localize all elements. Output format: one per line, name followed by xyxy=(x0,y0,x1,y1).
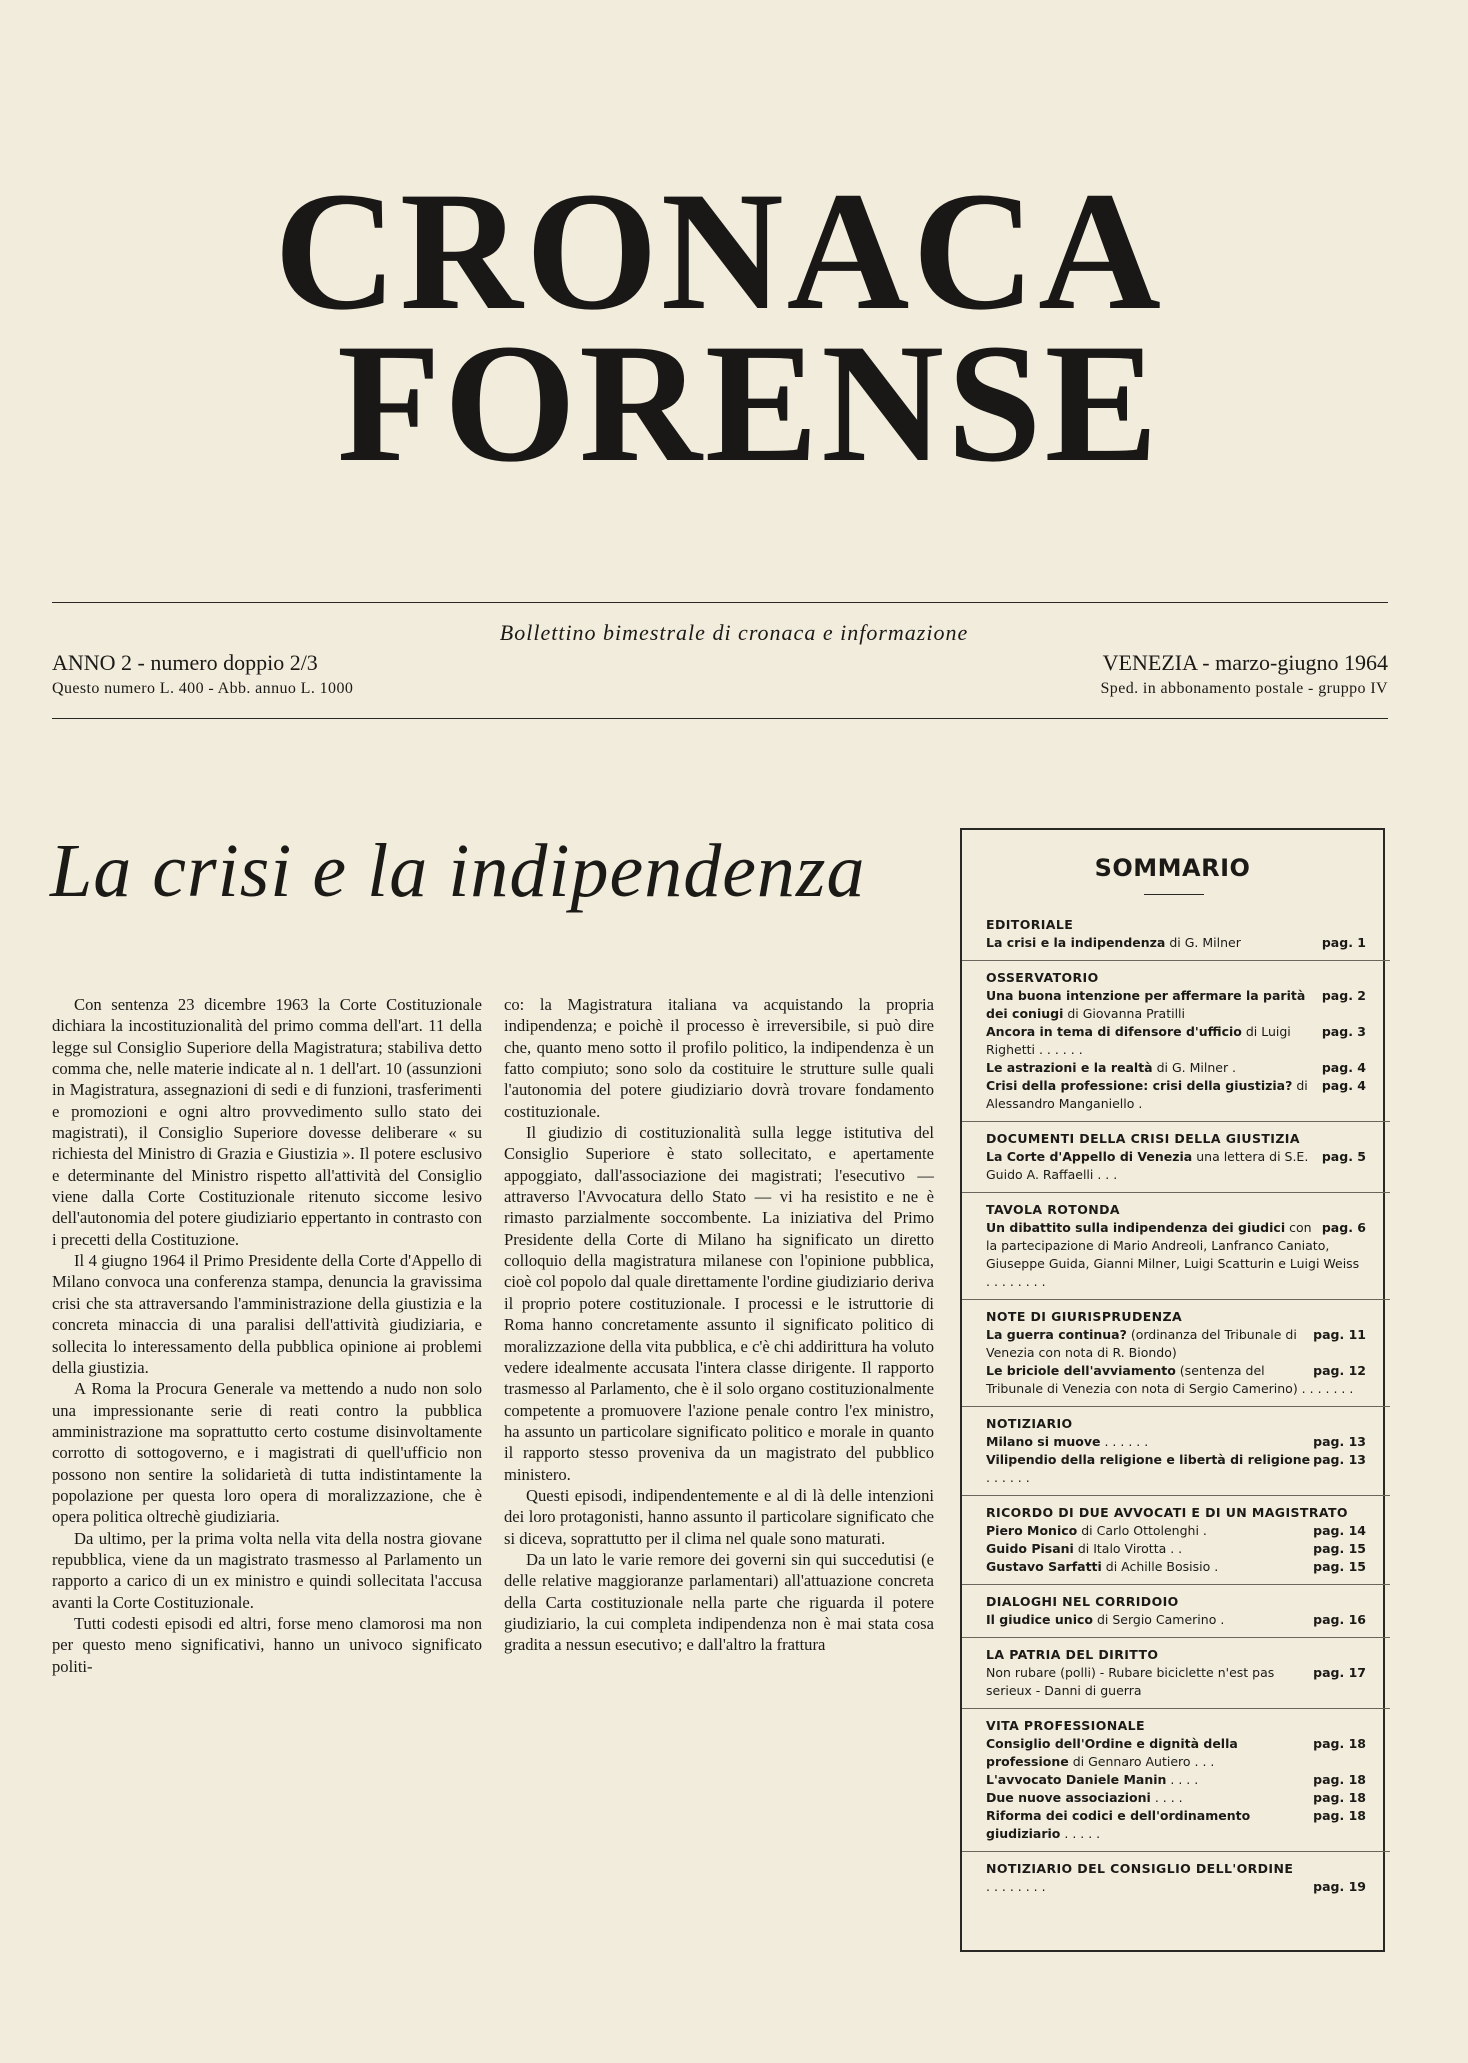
sommario-entry xyxy=(986,1433,1366,1451)
sommario-entry-page: pag. 13 xyxy=(1313,1452,1366,1467)
sommario-entry-page: pag. 2 xyxy=(1321,988,1366,1003)
sommario-entry-title: Consiglio dell'Ordine e dignità della professione xyxy=(986,1736,1238,1769)
sommario-entry-title: La Corte d'Appello di Venezia xyxy=(986,1149,1193,1164)
sommario-entry-page: pag. 19 xyxy=(1313,1879,1366,1894)
sommario-entry xyxy=(986,987,1366,1023)
paragraph: Questi episodi, indipendentemente e al di là delle intenzioni dei loro protagonisti, hanno assunto il particolare significato che si diceva, soprattutto per il clima nel quale sono maturati. xyxy=(504,1485,934,1548)
sommario-entry-author: di Sergio Camerino . xyxy=(1092,1612,1225,1627)
sommario-entry-page: pag. 13 xyxy=(1313,1434,1366,1449)
sommario-entry xyxy=(986,1077,1366,1113)
sommario-entry-title: Le astrazioni e la realtà xyxy=(986,1060,1153,1075)
sommario-entry-page: pag. 3 xyxy=(1321,1024,1366,1039)
sommario-entry-page: pag. 4 xyxy=(1321,1060,1366,1075)
sommario-entry xyxy=(986,1558,1366,1576)
sommario-entry-page: pag. 15 xyxy=(1313,1541,1366,1556)
sommario-entry-author: di Alessandro Manganiello . xyxy=(986,1078,1308,1111)
section-divider xyxy=(962,1495,1390,1496)
sommario-entry-title: Riforma dei codici e dell'ordinamento giudiziario xyxy=(986,1808,1251,1841)
sommario-entry-page: pag. 12 xyxy=(1313,1363,1366,1378)
sommario-entry-page: pag. 15 xyxy=(1313,1559,1366,1574)
sommario-section-head: TAVOLA ROTONDA xyxy=(986,1202,1120,1217)
sommario-entry-page: pag. 5 xyxy=(1321,1149,1366,1164)
paragraph: co: la Magistratura italiana va acquistando la propria indipendenza; e poichè il processo è irreversibile, si può dire che, quanto meno sotto il profilo politico, la indipendenza è un fatto compiuto; sono solo da costituire le strutture sulle quali l'autonomia del potere giudiziario dovrà trovare fondamento costituzionale. xyxy=(504,995,934,1121)
sommario-section-head: RICORDO DI DUE AVVOCATI E DI UN MAGISTRATO xyxy=(986,1505,1348,1520)
sommario-section-head: DIALOGHI NEL CORRIDOIO xyxy=(986,1594,1179,1609)
sommario-entry-title: Le briciole dell'avviamento xyxy=(986,1363,1176,1378)
sommario-entry-title: Piero Monico xyxy=(986,1523,1078,1538)
sommario-section-head: DOCUMENTI DELLA CRISI DELLA GIUSTIZIA xyxy=(986,1131,1300,1146)
sommario-entry xyxy=(986,1362,1366,1398)
sommario-entry-title: Una buona intenzione per affermare la parità dei coniugi xyxy=(986,988,1306,1021)
article-column-2 xyxy=(504,994,934,1656)
paragraph: Da un lato le varie remore dei governi sin qui succedutisi (e delle relative maggioranze parlamentari) all'attuazione concreta della Carta costituzionale nella parte che riguarda il potere giudiziario, la cui completa indipendenza non è mai stata cosa gradita a nessun esecutivo; e dall'altro la frattura xyxy=(504,1549,934,1655)
article-column-1 xyxy=(52,994,482,1677)
sommario-entry xyxy=(986,1664,1366,1700)
subtitle: Bollettino bimestrale di cronaca e informazione xyxy=(499,620,969,645)
sommario-entry xyxy=(986,1023,1366,1059)
masthead-line-1: CRONACA xyxy=(274,157,1164,345)
sommario-title: SOMMARIO xyxy=(1094,854,1251,882)
section-divider xyxy=(962,1406,1390,1407)
sommario-entry-title: La crisi e la indipendenza xyxy=(986,935,1166,950)
sommario-entry-author: . . . . . . xyxy=(1100,1434,1149,1449)
sommario-list xyxy=(986,908,1366,1896)
sommario-entry xyxy=(986,1522,1366,1540)
sommario-entry-title: Due nuove associazioni xyxy=(986,1790,1151,1805)
sommario-entry-author: Non rubare (polli) - Rubare biciclette n'est pas serieux - Danni di guerra xyxy=(986,1665,1275,1698)
sommario-entry-page: pag. 18 xyxy=(1313,1736,1366,1751)
sommario-entry-author: (ordinanza del Tribunale di Venezia con nota di R. Biondo) xyxy=(986,1327,1297,1360)
sommario-entry xyxy=(986,1807,1366,1843)
sommario-section-head: EDITORIALE xyxy=(986,917,1074,932)
section-divider xyxy=(962,1299,1390,1300)
sommario-entry-title: Vilipendio della religione e libertà di religione xyxy=(986,1452,1311,1467)
section-divider xyxy=(962,1584,1390,1585)
sommario-entry-author: di Luigi Righetti . . . . . . xyxy=(986,1024,1291,1057)
sommario-entry-author: . . . . . . . . xyxy=(986,1879,1046,1894)
header-rule-bottom xyxy=(52,718,1388,719)
sommario-entry-author: (sentenza del Tribunale di Venezia con nota di Sergio Camerino) . . . . . . . xyxy=(986,1363,1354,1396)
sommario-entry-page: pag. 4 xyxy=(1321,1078,1366,1093)
sommario-entry-author: di Italo Virotta . . xyxy=(1073,1541,1183,1556)
sommario-section-head: OSSERVATORIO xyxy=(986,970,1099,985)
paragraph: A Roma la Procura Generale va mettendo a nudo non solo una impressionante serie di reati contro la pubblica amministrazione ma soprattutto certo costume disinvoltamente corrotto di sottogoverno, e i magistrati di quell'ufficio non possono non sentire la solidarietà di tutta indistintamente la popolazione per questa loro opera di moralizzazione, che è opera politica oltrechè giudiziaria. xyxy=(52,1379,482,1527)
sommario-entry xyxy=(986,934,1366,952)
sommario-entry-page: pag. 18 xyxy=(1313,1808,1366,1823)
sommario-entry xyxy=(986,1771,1366,1789)
sommario-box xyxy=(960,828,1385,1952)
sommario-entry xyxy=(986,1540,1366,1558)
sommario-entry-title: Il giudice unico xyxy=(986,1612,1093,1627)
sommario-entry-title: Un dibattito sulla indipendenza dei giudici xyxy=(986,1220,1286,1235)
sommario-entry-author: . . . . . xyxy=(1060,1826,1101,1841)
sommario-entry xyxy=(986,1735,1366,1771)
sommario-entry-page: pag. 6 xyxy=(1321,1220,1366,1235)
sommario-entry-author: una lettera di S.E. Guido A. Raffaelli . . . xyxy=(986,1149,1309,1182)
sommario-entry-page: pag. 18 xyxy=(1313,1790,1366,1805)
sommario-section-head: NOTIZIARIO xyxy=(986,1416,1073,1431)
sommario-entry xyxy=(986,1326,1366,1362)
sommario-entry-page: pag. 11 xyxy=(1313,1327,1366,1342)
sommario-section-head: NOTE DI GIURISPRUDENZA xyxy=(986,1309,1183,1324)
sommario-entry-title: Guido Pisani xyxy=(986,1541,1074,1556)
sommario-entry-title: L'avvocato Daniele Manin xyxy=(986,1772,1167,1787)
sommario-section-head: NOTIZIARIO DEL CONSIGLIO DELL'ORDINE xyxy=(986,1861,1294,1876)
sommario-entry xyxy=(986,1059,1366,1077)
paragraph: Tutti codesti episodi ed altri, forse meno clamorosi ma non per questo meno significativi, hanno un univoco significato politi- xyxy=(52,1613,482,1676)
paragraph: Da ultimo, per la prima volta nella vita della nostra giovane repubblica, viene da un magistrato trasmesso al Parlamento un rapporto a carico di un ex ministro e quindi sollecitata l'accusa avanti la Corte Costituzionale. xyxy=(52,1528,482,1612)
sommario-entry-title: Milano si muove xyxy=(986,1434,1101,1449)
sommario-entry-title: Gustavo Sarfatti xyxy=(986,1559,1102,1574)
sommario-entry-page: pag. 14 xyxy=(1313,1523,1366,1538)
sommario-entry-author: di Giovanna Pratilli xyxy=(1063,1006,1185,1021)
issue-price: Questo numero L. 400 - Abb. annuo L. 1000 xyxy=(52,680,354,697)
sommario-section-head: LA PATRIA DEL DIRITTO xyxy=(986,1647,1159,1662)
section-divider xyxy=(962,1121,1390,1122)
masthead-line-2: FORENSE xyxy=(337,309,1161,497)
header-rule-top xyxy=(52,602,1388,603)
sommario-entry xyxy=(986,1878,1366,1896)
sommario-entry-page: pag. 18 xyxy=(1313,1772,1366,1787)
paragraph: Con sentenza 23 dicembre 1963 la Corte Costituzionale dichiara la incostituzionalità del primo comma dell'art. 11 della legge sul Consiglio Superiore della Magistratura; stabiliva detto comma che, nelle materie indicate al n. 1 dell'art. 10 (assunzioni in Magistratura, assegnazioni di sedi e di funzioni, trasferimenti e promozioni e ogni altro provvedimento sullo stato dei magistrati), il Consiglio Superiore dovesse deliberare « su richiesta del Ministro di Grazia e Giustizia ». Il potere esclusivo e determinante del Ministro rispetto all'attività del Consiglio viene dalla Corte Costituzionale ritenuto siccome lesivo dell'autonomia del potere giudiziario eppertanto in contrasto con i precetti della Costituzione. xyxy=(52,995,482,1249)
paragraph: Il giudizio di costituzionalità sulla legge istitutiva del Consiglio Superiore è stato sollecitato, e apertamente appoggiato, dall'associazione dei magistrati; l'esecutivo — attraverso l'Avvocatura dello Stato — vi ha resistito e ne è rimasto parzialmente soccombente. La iniziativa del Primo Presidente della Corte di Milano ha significato un diretto colloquio della magistratura milanese con l'opinione pubblica, cioè col popolo dal quale direttamente l'ordine giudiziario deriva il proprio potere costituzionale. I processi e le istruttorie di Roma hanno concretamente assunto il significato politico di moralizzazione della vita pubblica, e c'è chi addirittura ha voluto vedere idealmente accusata l'intera classe dirigente. Il rapporto trasmesso al Parlamento, che è il solo organo costituzionalmente competente a promuovere l'azione penale contro l'ex ministro, ha assunto un particolare significato politico e morale in quanto il rapporto stesso proveniva da un magistrato del pubblico ministero. xyxy=(504,1123,934,1484)
sommario-entry xyxy=(986,1451,1366,1487)
sommario-entry-page: pag. 1 xyxy=(1321,935,1366,950)
section-divider xyxy=(962,1851,1390,1852)
section-divider xyxy=(962,1708,1390,1709)
postal-info: Sped. in abbonamento postale - gruppo IV xyxy=(1100,680,1388,697)
issue-number: ANNO 2 - numero doppio 2/3 xyxy=(52,650,318,675)
sommario-entry-author: . . . . xyxy=(1166,1772,1199,1787)
sommario-entry-title: Crisi della professione: crisi della giustizia? xyxy=(986,1078,1293,1093)
sommario-entry xyxy=(986,1789,1366,1807)
sommario-section-head: VITA PROFESSIONALE xyxy=(986,1718,1145,1733)
sommario-entry-title: La guerra continua? xyxy=(986,1327,1127,1342)
section-divider xyxy=(962,1637,1390,1638)
sommario-title-underline xyxy=(1144,894,1204,895)
sommario-entry xyxy=(986,1611,1366,1629)
paragraph: Il 4 giugno 1964 il Primo Presidente della Corte d'Appello di Milano convoca una conferenza stampa, denuncia la gravissima crisi che sta attraversando l'amministrazione della giustizia e la concreta minaccia di una paralisi dell'attività giudiziaria, e sollecita lo interessamento della pubblica opinione ai problemi della giustizia. xyxy=(52,1251,482,1377)
masthead xyxy=(0,157,1468,497)
sommario-entry-author: di Achille Bosisio . xyxy=(1101,1559,1219,1574)
sommario-entry xyxy=(986,1219,1366,1291)
section-divider xyxy=(962,1192,1390,1193)
sommario-entry-author: . . . . . . xyxy=(986,1470,1030,1485)
sommario-entry-author: . . . . xyxy=(1150,1790,1183,1805)
sommario-entry-title: Ancora in tema di difensore d'ufficio xyxy=(986,1024,1242,1039)
sommario-entry-author: di Carlo Ottolenghi . xyxy=(1077,1523,1207,1538)
sommario-entry-author: di Gennaro Autiero . . . xyxy=(1068,1754,1215,1769)
article-title: La crisi e la indipendenza xyxy=(50,829,866,913)
place-date: VENEZIA - marzo-giugno 1964 xyxy=(1102,650,1388,675)
sommario-entry-author: con la partecipazione di Mario Andreoli, Lanfranco Caniato, Giuseppe Guida, Gianni Milner, Luigi Scatturin e Luigi Weiss . . . . . . . . xyxy=(986,1220,1360,1289)
sommario-entry-page: pag. 17 xyxy=(1313,1665,1366,1680)
sommario-entry xyxy=(986,1148,1366,1184)
section-divider xyxy=(962,960,1390,961)
sommario-entry-author: di G. Milner xyxy=(1165,935,1241,950)
sommario-entry-author: di G. Milner . xyxy=(1152,1060,1237,1075)
sommario-entry-page: pag. 16 xyxy=(1313,1612,1366,1627)
